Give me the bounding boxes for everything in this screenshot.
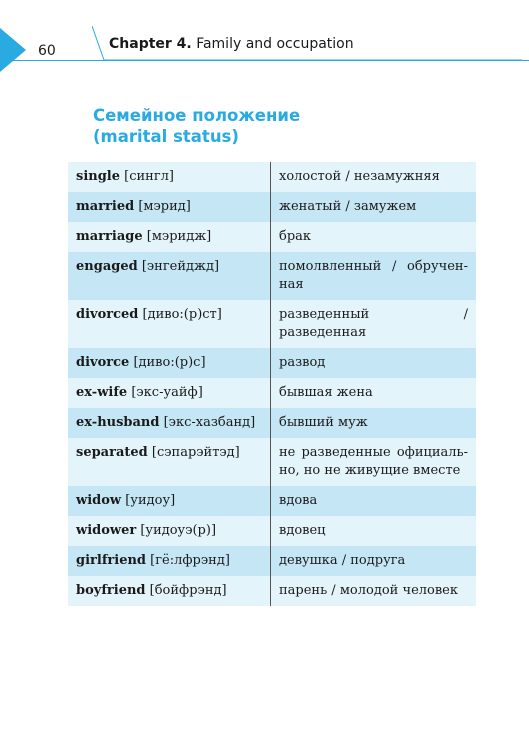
pronunciation: [сэпарэйтэд] (151, 445, 240, 460)
pronunciation: [сингл] (124, 169, 174, 184)
pronunciation: [гё:лфрэнд] (150, 553, 230, 568)
translation-cell: бывшая жена (271, 378, 477, 408)
pronunciation: [мэрид] (138, 199, 191, 214)
term-cell (68, 348, 271, 378)
english-word: divorce (76, 355, 130, 370)
page-tab-marker (0, 28, 26, 72)
translation-cell: разведенный / разведенная (271, 300, 477, 348)
section-heading (93, 105, 300, 147)
translation-cell: не разведенные официаль-но, но не живущие вместе (271, 438, 477, 486)
pronunciation: [диво:(р)ст] (142, 307, 222, 322)
english-word: widower (76, 523, 137, 538)
translation-cell: брак (271, 222, 477, 252)
table-row (68, 348, 476, 378)
pronunciation: [экс-уайф] (131, 385, 203, 400)
translation-cell: развод (271, 348, 477, 378)
table-row (68, 300, 476, 348)
term-cell (68, 222, 271, 252)
english-word: single (76, 169, 121, 184)
term-cell (68, 576, 271, 606)
translation-cell: холостой / незамужняя (271, 162, 477, 192)
table-row (68, 192, 476, 222)
english-word: widow (76, 493, 122, 508)
term-cell (68, 378, 271, 408)
pronunciation: [уидоу] (125, 493, 176, 508)
term-cell (68, 546, 271, 576)
term-cell (68, 486, 271, 516)
pronunciation: [бойфрэнд] (149, 583, 227, 598)
term-cell (68, 162, 271, 192)
term-cell (68, 408, 271, 438)
table-row (68, 486, 476, 516)
english-word: girlfriend (76, 553, 147, 568)
english-word: ex-wife (76, 385, 128, 400)
english-word: boyfriend (76, 583, 146, 598)
chapter-label: Chapter 4. (109, 36, 192, 52)
vocabulary-table (68, 162, 476, 606)
translation-cell: парень / молодой человек (271, 576, 477, 606)
table-row (68, 222, 476, 252)
term-cell (68, 300, 271, 348)
term-cell (68, 516, 271, 546)
table-row (68, 438, 476, 486)
english-word: engaged (76, 259, 138, 274)
translation-cell: помолвленный / обручен-ная (271, 252, 477, 300)
pronunciation: [мэридж] (146, 229, 212, 244)
table-row (68, 252, 476, 300)
table-row (68, 576, 476, 606)
table-row (68, 546, 476, 576)
english-word: married (76, 199, 135, 214)
chapter-title (109, 36, 354, 52)
pronunciation: [экс-хазбанд] (163, 415, 256, 430)
term-cell (68, 192, 271, 222)
english-word: divorced (76, 307, 139, 322)
page-number: 60 (38, 43, 56, 59)
chapter-name: Family and occupation (191, 36, 354, 52)
translation-cell: девушка / подруга (271, 546, 477, 576)
translation-cell: вдовец (271, 516, 477, 546)
pronunciation: [диво:(р)с] (133, 355, 206, 370)
translation-cell: вдова (271, 486, 477, 516)
english-word: separated (76, 445, 148, 460)
section-heading-line2: (marital status) (93, 127, 239, 146)
term-cell (68, 252, 271, 300)
table-row (68, 408, 476, 438)
translation-cell: женатый / замужем (271, 192, 477, 222)
table-row (68, 516, 476, 546)
section-heading-line1: Семейное положение (93, 106, 301, 125)
english-word: marriage (76, 229, 143, 244)
term-cell (68, 438, 271, 486)
pronunciation: [уидоуэ(р)] (140, 523, 217, 538)
translation-cell: бывший муж (271, 408, 477, 438)
pronunciation: [энгейджд] (141, 259, 220, 274)
table-row (68, 162, 476, 192)
english-word: ex-husband (76, 415, 160, 430)
table-row (68, 378, 476, 408)
